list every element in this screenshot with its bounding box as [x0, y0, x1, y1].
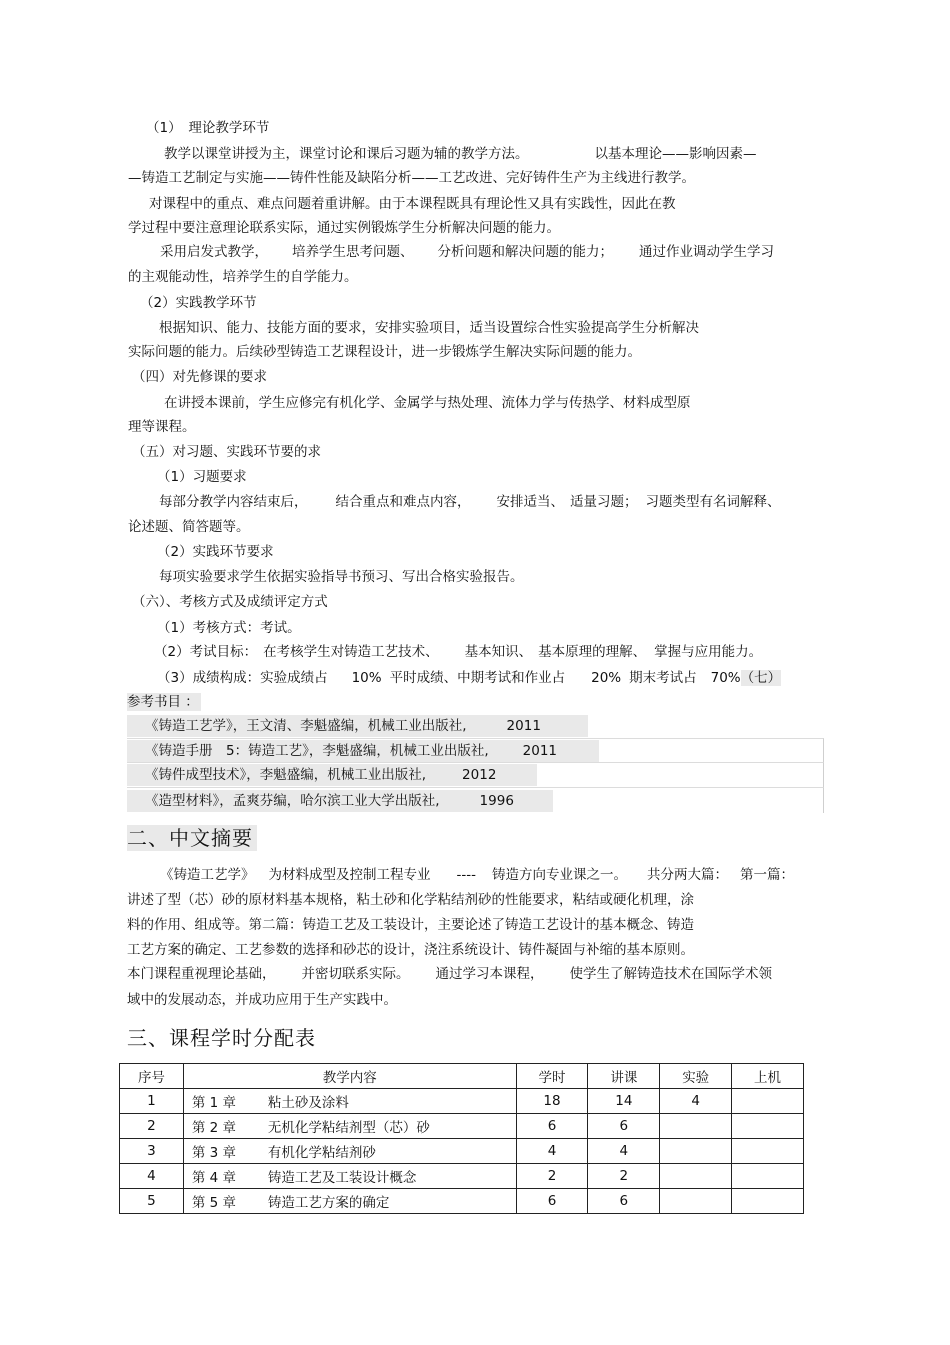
reference-text: 《造型材料》，孟爽芬编，哈尔滨工业大学出版社, [145, 793, 440, 809]
text-fragment: 《铸造工艺学》 [160, 867, 255, 883]
text-fragment: 每部分教学内容结束后， [159, 494, 308, 510]
exercise-requirement-heading: （1）习题要求 [157, 469, 247, 485]
cell-hours: 2 [516, 1164, 588, 1189]
cell-no: 2 [120, 1114, 184, 1139]
text-fragment: 并密切联系实际。 [301, 966, 410, 982]
col-header-no: 序号 [120, 1064, 184, 1089]
reference-item-1 [127, 715, 588, 737]
text-fragment: （3）成绩构成：实验成绩占 [157, 670, 328, 686]
cell-title: 有机化学粘结剂砂 [267, 1145, 376, 1161]
cell-no: 3 [120, 1139, 184, 1164]
col-header-lecture: 讲课 [588, 1064, 660, 1089]
lab-percent: 10% [351, 670, 382, 686]
assessment-goal [154, 643, 762, 661]
reference-year: 2011 [506, 718, 541, 734]
text-fragment: 通过学习本课程， [435, 966, 544, 982]
cell-lab [660, 1114, 732, 1139]
cell-lab: 4 [660, 1089, 732, 1114]
cell-computer [732, 1164, 804, 1189]
abstract-line-3: 料的作用、组成等。第二篇：铸造工艺及工装设计，主要论述了铸造工艺设计的基本概念、铸造 [127, 917, 694, 933]
reference-text: 《铸件成型技术》，李魁盛编，机械工业出版社, [145, 767, 427, 783]
cell-computer [732, 1114, 804, 1139]
cell-no: 5 [120, 1189, 184, 1214]
refs-heading: 参考书目 ： [127, 694, 199, 710]
cell-lab [660, 1164, 732, 1189]
cell-computer [732, 1189, 804, 1214]
theory-paragraph-2-line-2: 学过程中要注意理论联系实际，通过实例锻炼学生分析解决问题的能力。 [128, 220, 560, 236]
cell-title: 粘土砂及涂料 [267, 1095, 349, 1111]
text-fragment: 通过作业调动学生学习 [639, 244, 774, 260]
practice-line-1: 根据知识、能力、技能方面的要求，安排实验项目，适当设置综合性实验提高学生分析解决 [159, 320, 699, 336]
prereq-heading: （四）对先修课的要求 [132, 369, 267, 385]
text-fragment: 分析问题和解决问题的能力； [437, 244, 613, 260]
abstract-line-5 [127, 965, 772, 983]
cell-hours: 4 [516, 1139, 588, 1164]
cell-no: 1 [120, 1089, 184, 1114]
abstract-line-1 [160, 866, 794, 884]
cell-chapter: 第 5 章 [191, 1195, 237, 1211]
text-fragment: 培养学生思考问题、 [292, 244, 414, 260]
hours-table-heading: 三、课程学时分配表 [127, 1026, 316, 1050]
text-fragment: 结合重点和难点内容， [335, 494, 471, 510]
text-fragment: 在考核学生对铸造工艺技术、 [263, 644, 439, 660]
theory-paragraph-2-line-1: 对课程中的重点、难点问题着重讲解。由于本课程既具有理论性又具有实践性，因此在教 [149, 196, 676, 212]
hours-table [119, 1063, 804, 1214]
exercise-requirement-line-2: 论述题、简答题等。 [128, 519, 250, 535]
reference-year: 2012 [462, 767, 497, 783]
cell-lecture: 2 [588, 1164, 660, 1189]
reference-year: 2011 [522, 743, 557, 759]
cell-chapter: 第 2 章 [191, 1120, 237, 1136]
text-fragment: 本门课程重视理论基础， [127, 966, 276, 982]
col-header-computer: 上机 [732, 1064, 804, 1089]
cell-title: 铸造工艺及工装设计概念 [267, 1170, 417, 1186]
text-fragment: 采用启发式教学， [160, 244, 268, 260]
theory-paragraph-1-line-1 [164, 145, 757, 163]
assessment-method: （1）考核方式：考试。 [157, 620, 301, 636]
text-fragment: 期末考试占 [629, 670, 697, 686]
cell-content [183, 1089, 516, 1114]
col-header-lab: 实验 [660, 1064, 732, 1089]
col-header-hours: 学时 [516, 1064, 588, 1089]
cell-title: 铸造工艺方案的确定 [267, 1195, 390, 1211]
text-fragment: （2）考试目标： [154, 644, 258, 660]
cell-content [183, 1139, 516, 1164]
assessment-heading: （六）、考核方式及成绩评定方式 [132, 594, 328, 610]
table-header-row [120, 1064, 804, 1089]
cell-content [183, 1189, 516, 1214]
abstract-line-2: 讲述了型（芯）砂的原材料基本规格，粘土砂和化学粘结剂砂的性能要求，粘结或硬化机理，涂 [127, 892, 694, 908]
table-row [120, 1089, 804, 1114]
text-fragment: 安排适当、 [496, 494, 564, 510]
prereq-line-1: 在讲授本课前，学生应修完有机化学、金属学与热处理、流体力学与传热学、材料成型原 [164, 395, 691, 411]
table-row [120, 1114, 804, 1139]
cell-content [183, 1114, 516, 1139]
reference-item-3 [127, 764, 537, 786]
text-fragment: 共分两大篇： [647, 867, 728, 883]
text-fragment: 铸造方向专业课之一。 [492, 867, 627, 883]
reference-item-2 [127, 740, 599, 762]
table-row [120, 1164, 804, 1189]
abstract-line-4: 工艺方案的确定、工艺参数的选择和砂芯的设计，浇注系统设计、铸件凝固与补缩的基本原则。 [127, 942, 694, 958]
cell-hours: 6 [516, 1189, 588, 1214]
cell-lecture: 6 [588, 1114, 660, 1139]
theory-paragraph-1-line-2: —铸造工艺制定与实施——铸件性能及缺陷分析——工艺改进、完好铸件生产为主线进行教学。 [128, 170, 695, 186]
cell-chapter: 第 1 章 [191, 1095, 237, 1111]
abstract-heading: 二、中文摘要 [127, 825, 257, 851]
theory-paragraph-3-line-1 [160, 243, 774, 261]
theory-heading: （1） 理论教学环节 [146, 120, 270, 136]
cell-content [183, 1164, 516, 1189]
cell-lecture: 14 [588, 1089, 660, 1114]
text-fragment: 为材料成型及控制工程专业 [268, 867, 431, 883]
text-fragment: 第一篇： [740, 867, 794, 883]
cell-computer [732, 1139, 804, 1164]
text-fragment: 掌握与应用能力。 [654, 644, 763, 660]
cell-hours: 6 [516, 1114, 588, 1139]
final-percent: 70% [710, 670, 741, 686]
midterm-percent: 20% [591, 670, 622, 686]
reference-year: 1996 [479, 793, 514, 809]
reference-text: 《铸造工艺学》，王文清、李魁盛编，机械工业出版社, [145, 718, 467, 734]
practice-requirement-line-1: 每项实验要求学生依据实验指导书预习、写出合格实验报告。 [159, 569, 524, 585]
reference-text: 《铸造手册 5：铸造工艺》，李魁盛编，机械工业出版社, [145, 743, 489, 759]
col-header-content: 教学内容 [183, 1064, 516, 1089]
reference-item-4 [127, 790, 553, 812]
text-fragment: 平时成绩、中期考试和作业占 [389, 670, 566, 686]
cell-title: 无机化学粘结剂型（芯）砂 [267, 1120, 430, 1136]
cell-chapter: 第 4 章 [191, 1170, 237, 1186]
text-fragment: 基本知识、 [464, 644, 533, 660]
cell-no: 4 [120, 1164, 184, 1189]
text-fragment: 以基本理论——影响因素— [594, 146, 757, 162]
table-row [120, 1139, 804, 1164]
cell-chapter: 第 3 章 [191, 1145, 237, 1161]
cell-computer [732, 1089, 804, 1114]
exercise-heading: （五）对习题、实践环节要的求 [132, 444, 321, 460]
cell-lecture: 4 [588, 1139, 660, 1164]
cell-lecture: 6 [588, 1189, 660, 1214]
table-row [120, 1189, 804, 1214]
abstract-line-6: 域中的发展动态，并成功应用于生产实践中。 [127, 992, 397, 1008]
text-fragment: 教学以课堂讲授为主，课堂讨论和课后习题为辅的教学方法。 [164, 146, 529, 162]
theory-paragraph-3-line-2: 的主观能动性，培养学生的自学能力。 [128, 269, 358, 285]
text-fragment: 适量习题； [570, 494, 638, 510]
text-fragment: 基本原理的理解、 [538, 644, 647, 660]
text-fragment: 习题类型有名词解释、 [645, 494, 781, 510]
practice-heading: （2）实践教学环节 [140, 295, 257, 311]
prereq-line-2: 理等课程。 [128, 419, 196, 435]
assessment-grade-composition [157, 669, 781, 687]
practice-requirement-heading: （2）实践环节要求 [157, 544, 274, 560]
refs-heading-number: （七） [740, 670, 782, 686]
cell-lab [660, 1139, 732, 1164]
cell-lab [660, 1189, 732, 1214]
practice-line-2: 实际问题的能力。后续砂型铸造工艺课程设计，进一步锻炼学生解决实际问题的能力。 [128, 344, 641, 360]
text-fragment: 使学生了解铸造技术在国际学术领 [569, 966, 772, 982]
cell-hours: 18 [516, 1089, 588, 1114]
exercise-requirement-line-1 [159, 493, 781, 511]
text-fragment: ---- [456, 867, 476, 883]
